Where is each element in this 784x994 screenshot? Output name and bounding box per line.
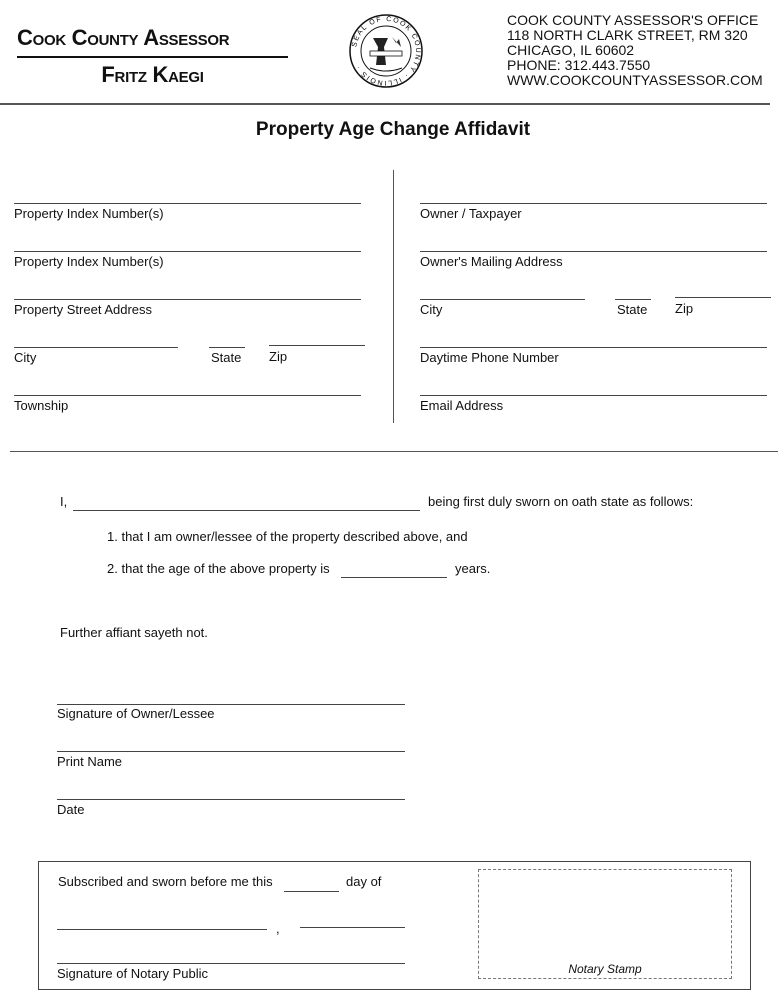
property-age-field[interactable] [341,577,447,578]
mailing-field[interactable] [420,251,767,252]
oath-i: I, [60,494,68,509]
notary-day-field[interactable] [284,891,339,892]
oath-further: Further affiant sayeth not. [60,625,208,640]
notary-comma: , [276,921,280,936]
phone-label: Daytime Phone Number [420,350,559,365]
notary-subscribed: Subscribed and sworn before me this [58,874,273,889]
property-zip-label: Zip [269,349,288,364]
email-label: Email Address [420,398,504,413]
page-title: Property Age Change Affidavit [255,119,531,140]
office-city: CHICAGO, IL 60602 [507,42,635,58]
owner-label: Owner / Taxpayer [420,206,522,221]
owner-signature-label: Signature of Owner/Lessee [57,706,215,721]
header-divider [17,56,288,58]
header-rule [0,103,770,105]
township-field[interactable] [14,395,361,396]
notary-signature-label: Signature of Notary Public [57,966,209,981]
oath-item1: 1. that I am owner/lessee of the property described above, and [107,529,468,544]
county-seal-icon [348,13,424,89]
mailing-label: Owner's Mailing Address [420,254,563,269]
org-name: Cook County Assessor [17,25,230,50]
oath-sworn: being first duly sworn on oath state as follows: [428,494,694,509]
street-field[interactable] [14,299,361,300]
office-street: 118 NORTH CLARK STREET, RM 320 [507,27,748,43]
owner-signature-field[interactable] [57,704,405,705]
notary-signature-field[interactable] [57,963,405,964]
email-field[interactable] [420,395,767,396]
phone-field[interactable] [420,347,767,348]
owner-state-label: State [617,302,648,317]
pin2-field[interactable] [14,251,361,252]
pin1-field[interactable] [14,203,361,204]
oath-years: years. [455,561,491,576]
owner-field[interactable] [420,203,767,204]
pin1-label: Property Index Number(s) [14,206,164,221]
township-label: Township [14,398,69,413]
owner-zip-label: Zip [675,301,694,316]
notary-stamp-label: Notary Stamp [568,962,642,976]
date-label: Date [57,802,85,817]
owner-city-label: City [420,302,443,317]
office-phone: PHONE: 312.443.7550 [507,57,651,73]
notary-day-of: day of [346,874,382,889]
affiant-name-field[interactable] [73,510,420,511]
notary-year-field[interactable] [300,927,405,928]
pin2-label: Property Index Number(s) [14,254,164,269]
property-state-field[interactable] [209,347,245,348]
office-website: WWW.COOKCOUNTYASSESSOR.COM [507,72,763,88]
svg-text:SEAL OF COOK COUNTY · ILLINOIS: SEAL OF COOK COUNTY · ILLINOIS · [351,15,422,87]
oath-item2: 2. that the age of the above property is [107,561,330,576]
print-name-field[interactable] [57,751,405,752]
owner-city-field[interactable] [420,299,585,300]
property-city-label: City [14,350,37,365]
column-divider [393,170,394,423]
date-field[interactable] [57,799,405,800]
owner-zip-field[interactable] [675,297,771,298]
notary-month-field[interactable] [57,929,267,930]
assessor-name: Fritz Kaegi [101,62,204,87]
property-state-label: State [211,350,242,365]
owner-state-field[interactable] [615,299,651,300]
print-name-label: Print Name [57,754,123,769]
property-zip-field[interactable] [269,345,365,346]
street-label: Property Street Address [14,302,153,317]
section-rule [10,451,778,452]
office-name: COOK COUNTY ASSESSOR'S OFFICE [507,12,759,28]
property-city-field[interactable] [14,347,178,348]
